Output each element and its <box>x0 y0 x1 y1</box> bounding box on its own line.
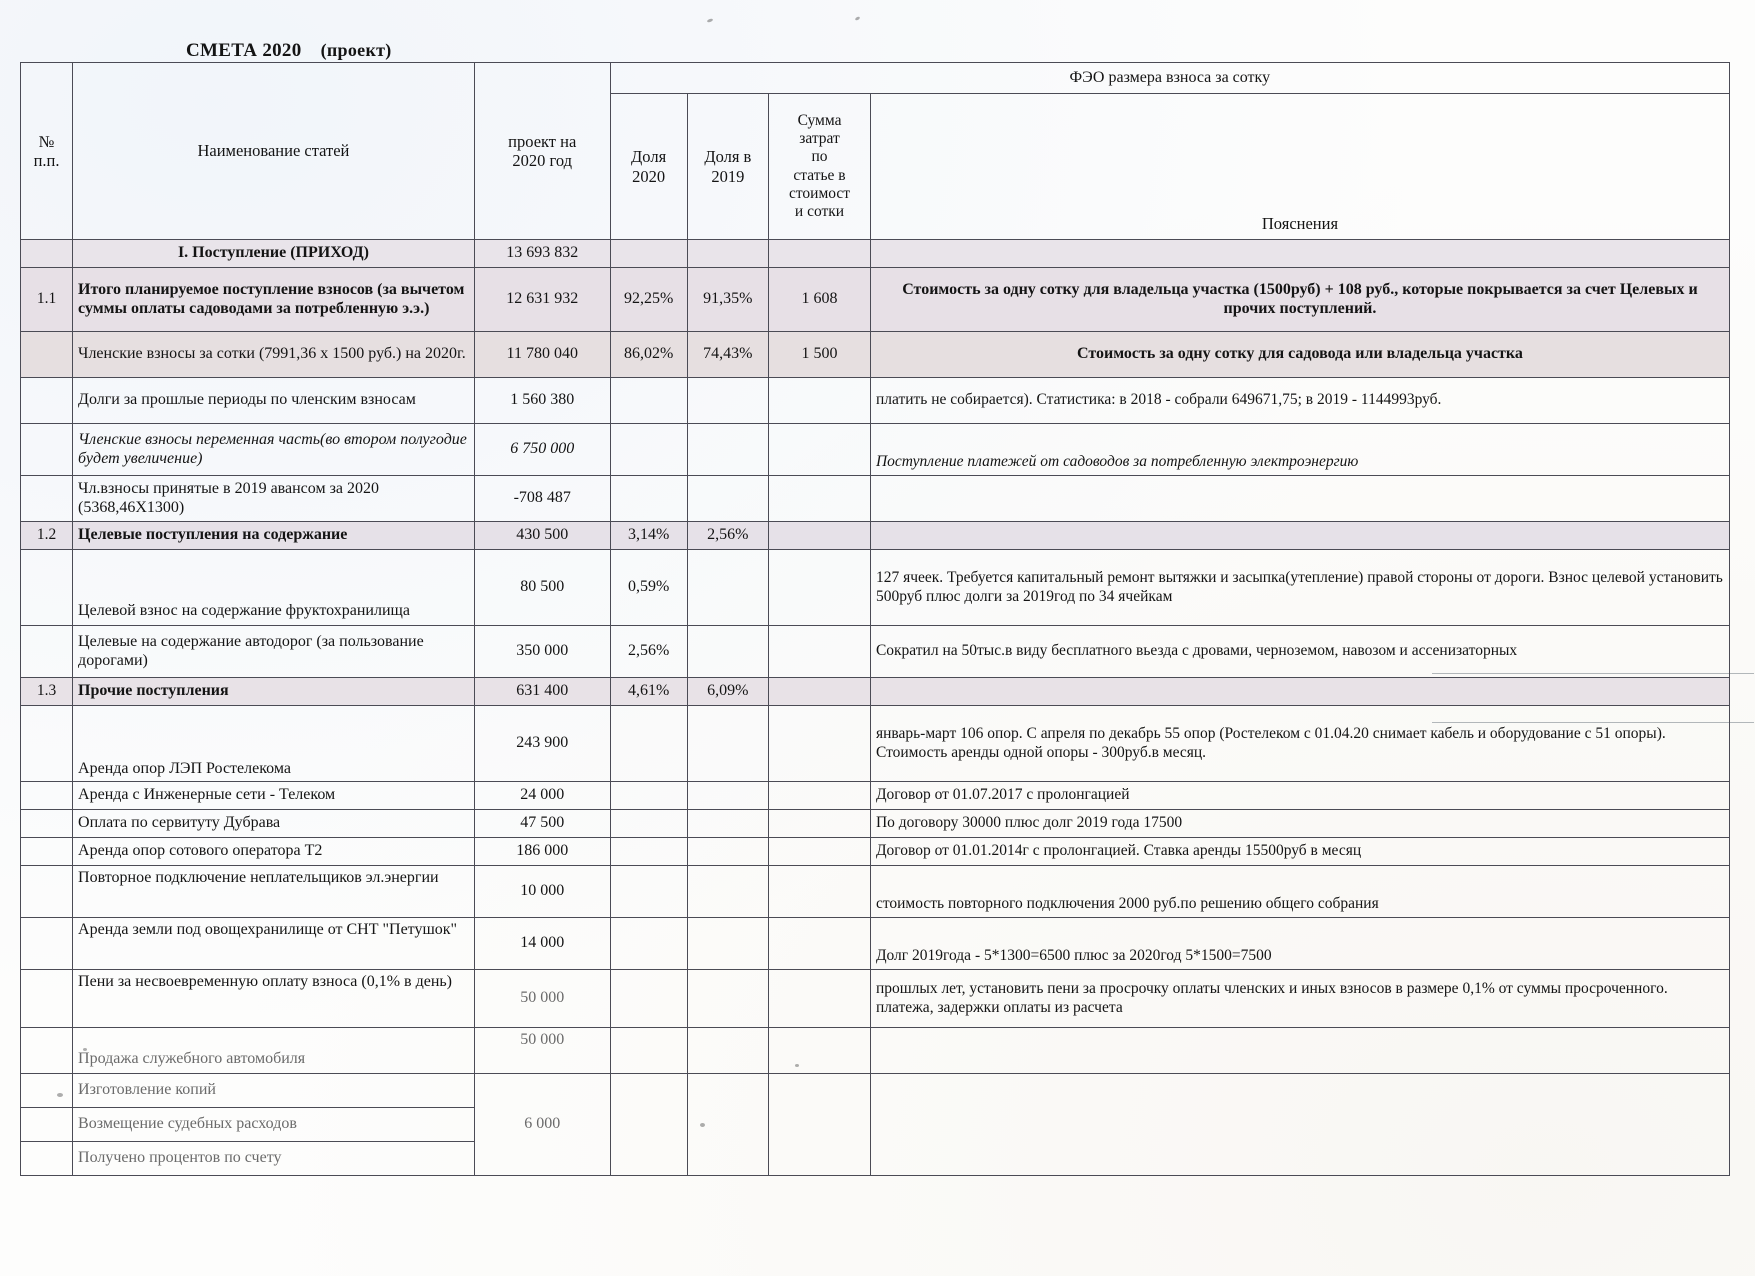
row-sum-cost <box>769 1028 871 1074</box>
row-share-2019 <box>687 706 768 782</box>
table-row <box>21 810 1730 838</box>
row-note: Стоимость за одну сотку для садовода или владельца участка <box>870 332 1729 378</box>
table-row <box>21 332 1730 378</box>
row-sum-cost <box>769 476 871 522</box>
row-plan: 14 000 <box>474 918 610 970</box>
table-row <box>21 240 1730 268</box>
row-note: стоимость повторного подключения 2000 руб.по решению общего собрания <box>870 866 1729 918</box>
row-index: 1.1 <box>21 268 73 332</box>
row-note <box>870 1074 1729 1176</box>
row-share-2019 <box>687 866 768 918</box>
header-notes-label: Пояснения <box>1261 213 1339 233</box>
row-name: Получено процентов по счету <box>73 1142 475 1176</box>
table-row <box>21 678 1730 706</box>
row-sum-cost <box>769 838 871 866</box>
row-sum-cost <box>769 678 871 706</box>
table-row <box>21 866 1730 918</box>
row-note: январь-март 106 опор. С апреля по декабрь 55 опор (Ростелеком с 01.04.20 снимает кабель и оборудование с 51 опоры). Стоимость аренды одной опоры - 300руб.в месяц. <box>870 706 1729 782</box>
row-share-2020 <box>610 1028 687 1074</box>
row-index <box>21 1074 73 1108</box>
row-sum-cost <box>769 782 871 810</box>
page-title-suffix: (проект) <box>320 40 392 60</box>
row-index <box>21 782 73 810</box>
table-row <box>21 550 1730 626</box>
row-index <box>21 424 73 476</box>
row-name: Аренда с Инженерные сети - Телеком <box>73 782 475 810</box>
header-sum-line-3: статье в <box>793 166 846 184</box>
row-name: Пени за несвоевременную оплату взноса (0,1% в день) <box>73 970 475 1028</box>
row-share-2020 <box>610 706 687 782</box>
row-plan: 47 500 <box>474 810 610 838</box>
table-row <box>21 1028 1730 1074</box>
row-index <box>21 1028 73 1074</box>
row-index <box>21 706 73 782</box>
row-index <box>21 332 73 378</box>
header-sum-line-2: по <box>811 148 828 166</box>
row-plan: -708 487 <box>474 476 610 522</box>
row-share-2020 <box>610 378 687 424</box>
table-row <box>21 378 1730 424</box>
row-share-2019 <box>687 810 768 838</box>
row-share-2019 <box>687 1074 768 1176</box>
table-row <box>21 970 1730 1028</box>
row-note <box>870 1028 1729 1074</box>
header-plan-line2: 2020 год <box>512 151 573 170</box>
row-share-2020: 3,14% <box>610 522 687 550</box>
row-sum-cost <box>769 240 871 268</box>
header-cell-plan <box>474 63 610 240</box>
row-name: Целевой взнос на содержание фруктохранилища <box>73 550 475 626</box>
row-sum-cost: 1 500 <box>769 332 871 378</box>
row-note <box>870 678 1729 706</box>
header-num-line2: п.п. <box>33 151 60 170</box>
row-note: По договору 30000 плюс долг 2019 года 17500 <box>870 810 1729 838</box>
row-index <box>21 918 73 970</box>
row-share-2020: 4,61% <box>610 678 687 706</box>
table-row <box>21 782 1730 810</box>
table-row <box>21 838 1730 866</box>
header-cell-name: Наименование статей <box>73 63 475 240</box>
header-cell-share-2020 <box>610 94 687 240</box>
header-cell-notes <box>870 94 1729 240</box>
row-share-2020 <box>610 918 687 970</box>
row-name: Повторное подключение неплательщиков эл.энергии <box>73 866 475 918</box>
row-plan: 186 000 <box>474 838 610 866</box>
row-share-2019 <box>687 240 768 268</box>
scan-speck <box>855 16 861 21</box>
row-plan: 1 560 380 <box>474 378 610 424</box>
row-index: 1.3 <box>21 678 73 706</box>
row-sum-cost <box>769 810 871 838</box>
row-name: Изготовление копий <box>73 1074 475 1108</box>
row-share-2019 <box>687 970 768 1028</box>
row-name: Членские взносы переменная часть(во втором полугодие будет увеличение) <box>73 424 475 476</box>
header-cell-sum-cost <box>769 94 871 240</box>
row-index <box>21 240 73 268</box>
row-index <box>21 378 73 424</box>
row-index <box>21 476 73 522</box>
row-index <box>21 1108 73 1142</box>
row-plan: 6 750 000 <box>474 424 610 476</box>
row-share-2019 <box>687 476 768 522</box>
header-share2019-line1: Доля в <box>704 147 752 167</box>
row-plan: 6 000 <box>474 1074 610 1176</box>
row-index <box>21 626 73 678</box>
table-group-header-row <box>21 63 1730 94</box>
row-name: Аренда земли под овощехранилище от СНТ "Петушок" <box>73 918 475 970</box>
row-plan: 430 500 <box>474 522 610 550</box>
row-plan: 10 000 <box>474 866 610 918</box>
header-group-feo: ФЭО размера взноса за сотку <box>610 63 1729 94</box>
row-share-2019 <box>687 550 768 626</box>
row-share-2020: 92,25% <box>610 268 687 332</box>
table-row <box>21 268 1730 332</box>
row-note: Стоимость за одну сотку для владельца участка (1500руб) + 108 руб., которые покрывается за счет Целевых и прочих поступлений. <box>870 268 1729 332</box>
row-share-2020: 0,59% <box>610 550 687 626</box>
row-note: Сократил на 50тыс.в виду бесплатного вьезда с дровами, черноземом, навозом и ассенизаторных <box>870 626 1729 678</box>
row-plan: 350 000 <box>474 626 610 678</box>
scan-speck <box>707 18 714 23</box>
row-share-2019: 6,09% <box>687 678 768 706</box>
row-index <box>21 810 73 838</box>
row-sum-cost: 1 608 <box>769 268 871 332</box>
row-share-2019: 91,35% <box>687 268 768 332</box>
row-sum-cost <box>769 626 871 678</box>
header-cell-share-2019 <box>687 94 768 240</box>
row-note: 127 ячеек. Требуется капитальный ремонт вытяжки и засыпка(утепление) правой стороны от дороги. Взнос целевой установить 500руб плюс долги за 2019год по 34 ячейкам <box>870 550 1729 626</box>
estimate-table <box>20 62 1730 1176</box>
page-title-main: СМЕТА 2020 <box>186 40 302 61</box>
row-share-2019: 2,56% <box>687 522 768 550</box>
row-index <box>21 838 73 866</box>
row-share-2020 <box>610 476 687 522</box>
row-plan: 24 000 <box>474 782 610 810</box>
row-name: Чл.взносы принятые в 2019 авансом за 2020 (5368,46Х1300) <box>73 476 475 522</box>
row-name: Возмещение судебных расходов <box>73 1108 475 1142</box>
row-sum-cost <box>769 1074 871 1176</box>
row-plan: 12 631 932 <box>474 268 610 332</box>
row-share-2020 <box>610 810 687 838</box>
row-name: Целевые поступления на содержание <box>73 522 475 550</box>
row-plan: 50 000 <box>474 970 610 1028</box>
row-name: Аренда опор ЛЭП Ростелекома <box>73 706 475 782</box>
row-share-2019 <box>687 1028 768 1074</box>
row-note: прошлых лет, установить пени за просрочку оплаты членских и иных взносов в размере 0,1% от суммы просроченного. платежа, задержки оплаты из расчета <box>870 970 1729 1028</box>
row-index <box>21 1142 73 1176</box>
row-share-2020 <box>610 866 687 918</box>
row-name: Итого планируемое поступление взносов (за вычетом суммы оплаты садоводами за потребленную э.э.) <box>73 268 475 332</box>
row-name: Продажа служебного автомобиля <box>73 1028 475 1074</box>
header-cell-num <box>21 63 73 240</box>
row-share-2020 <box>610 782 687 810</box>
table-row <box>21 424 1730 476</box>
row-name: Аренда опор сотового оператора Т2 <box>73 838 475 866</box>
row-plan: 80 500 <box>474 550 610 626</box>
row-share-2019 <box>687 378 768 424</box>
table-row <box>21 522 1730 550</box>
row-share-2019 <box>687 424 768 476</box>
row-share-2020 <box>610 424 687 476</box>
row-share-2020 <box>610 970 687 1028</box>
row-note: платить не собирается). Статистика: в 2018 - собрали 649671,75; в 2019 - 1144993руб. <box>870 378 1729 424</box>
row-sum-cost <box>769 706 871 782</box>
row-note <box>870 240 1729 268</box>
header-share2019-line2: 2019 <box>711 166 745 186</box>
row-plan: 11 780 040 <box>474 332 610 378</box>
page-title <box>186 40 392 62</box>
row-share-2020 <box>610 1074 687 1176</box>
row-share-2019 <box>687 626 768 678</box>
row-share-2019 <box>687 918 768 970</box>
table-row <box>21 918 1730 970</box>
row-name: Долги за прошлые периоды по членским взносам <box>73 378 475 424</box>
header-sum-line-0: Сумма <box>797 111 842 129</box>
row-sum-cost <box>769 970 871 1028</box>
row-name: I. Поступление (ПРИХОД) <box>73 240 475 268</box>
row-name: Оплата по сервитуту Дубрава <box>73 810 475 838</box>
row-note: Поступление платежей от садоводов за потребленную электроэнергию <box>870 424 1729 476</box>
row-index <box>21 550 73 626</box>
row-plan: 631 400 <box>474 678 610 706</box>
row-note <box>870 522 1729 550</box>
row-name: Прочие поступления <box>73 678 475 706</box>
header-share2020-line1: Доля <box>631 147 667 167</box>
header-sum-line-4: стоимост <box>788 184 851 202</box>
row-index: 1.2 <box>21 522 73 550</box>
header-sum-line-1: затрат <box>799 129 840 147</box>
row-share-2019: 74,43% <box>687 332 768 378</box>
row-note: Долг 2019года - 5*1300=6500 плюс за 2020год 5*1500=7500 <box>870 918 1729 970</box>
row-note: Договор от 01.01.2014г с пролонгацией. Ставка аренды 15500руб в месяц <box>870 838 1729 866</box>
header-plan-line1: проект на <box>508 131 577 151</box>
table-row <box>21 1074 1730 1108</box>
row-share-2020: 2,56% <box>610 626 687 678</box>
row-plan: 50 000 <box>474 1028 610 1074</box>
row-sum-cost <box>769 550 871 626</box>
header-sum-line-5: и сотки <box>794 203 845 221</box>
row-share-2020 <box>610 838 687 866</box>
row-share-2020 <box>610 240 687 268</box>
row-share-2019 <box>687 838 768 866</box>
table-row <box>21 626 1730 678</box>
row-sum-cost <box>769 424 871 476</box>
row-sum-cost <box>769 866 871 918</box>
row-note: Договор от 01.07.2017 с пролонгацией <box>870 782 1729 810</box>
table-row <box>21 706 1730 782</box>
table-row <box>21 476 1730 522</box>
header-num-line1: № <box>38 131 55 151</box>
row-share-2019 <box>687 782 768 810</box>
row-note <box>870 476 1729 522</box>
row-sum-cost <box>769 378 871 424</box>
row-name: Целевые на содержание автодорог (за пользование дорогами) <box>73 626 475 678</box>
row-index <box>21 866 73 918</box>
row-plan: 13 693 832 <box>474 240 610 268</box>
row-plan: 243 900 <box>474 706 610 782</box>
row-index <box>21 970 73 1028</box>
row-share-2020: 86,02% <box>610 332 687 378</box>
row-sum-cost <box>769 918 871 970</box>
row-sum-cost <box>769 522 871 550</box>
row-name: Членские взносы за сотки (7991,36 х 1500 руб.) на 2020г. <box>73 332 475 378</box>
header-share2020-line2: 2020 <box>632 166 666 186</box>
